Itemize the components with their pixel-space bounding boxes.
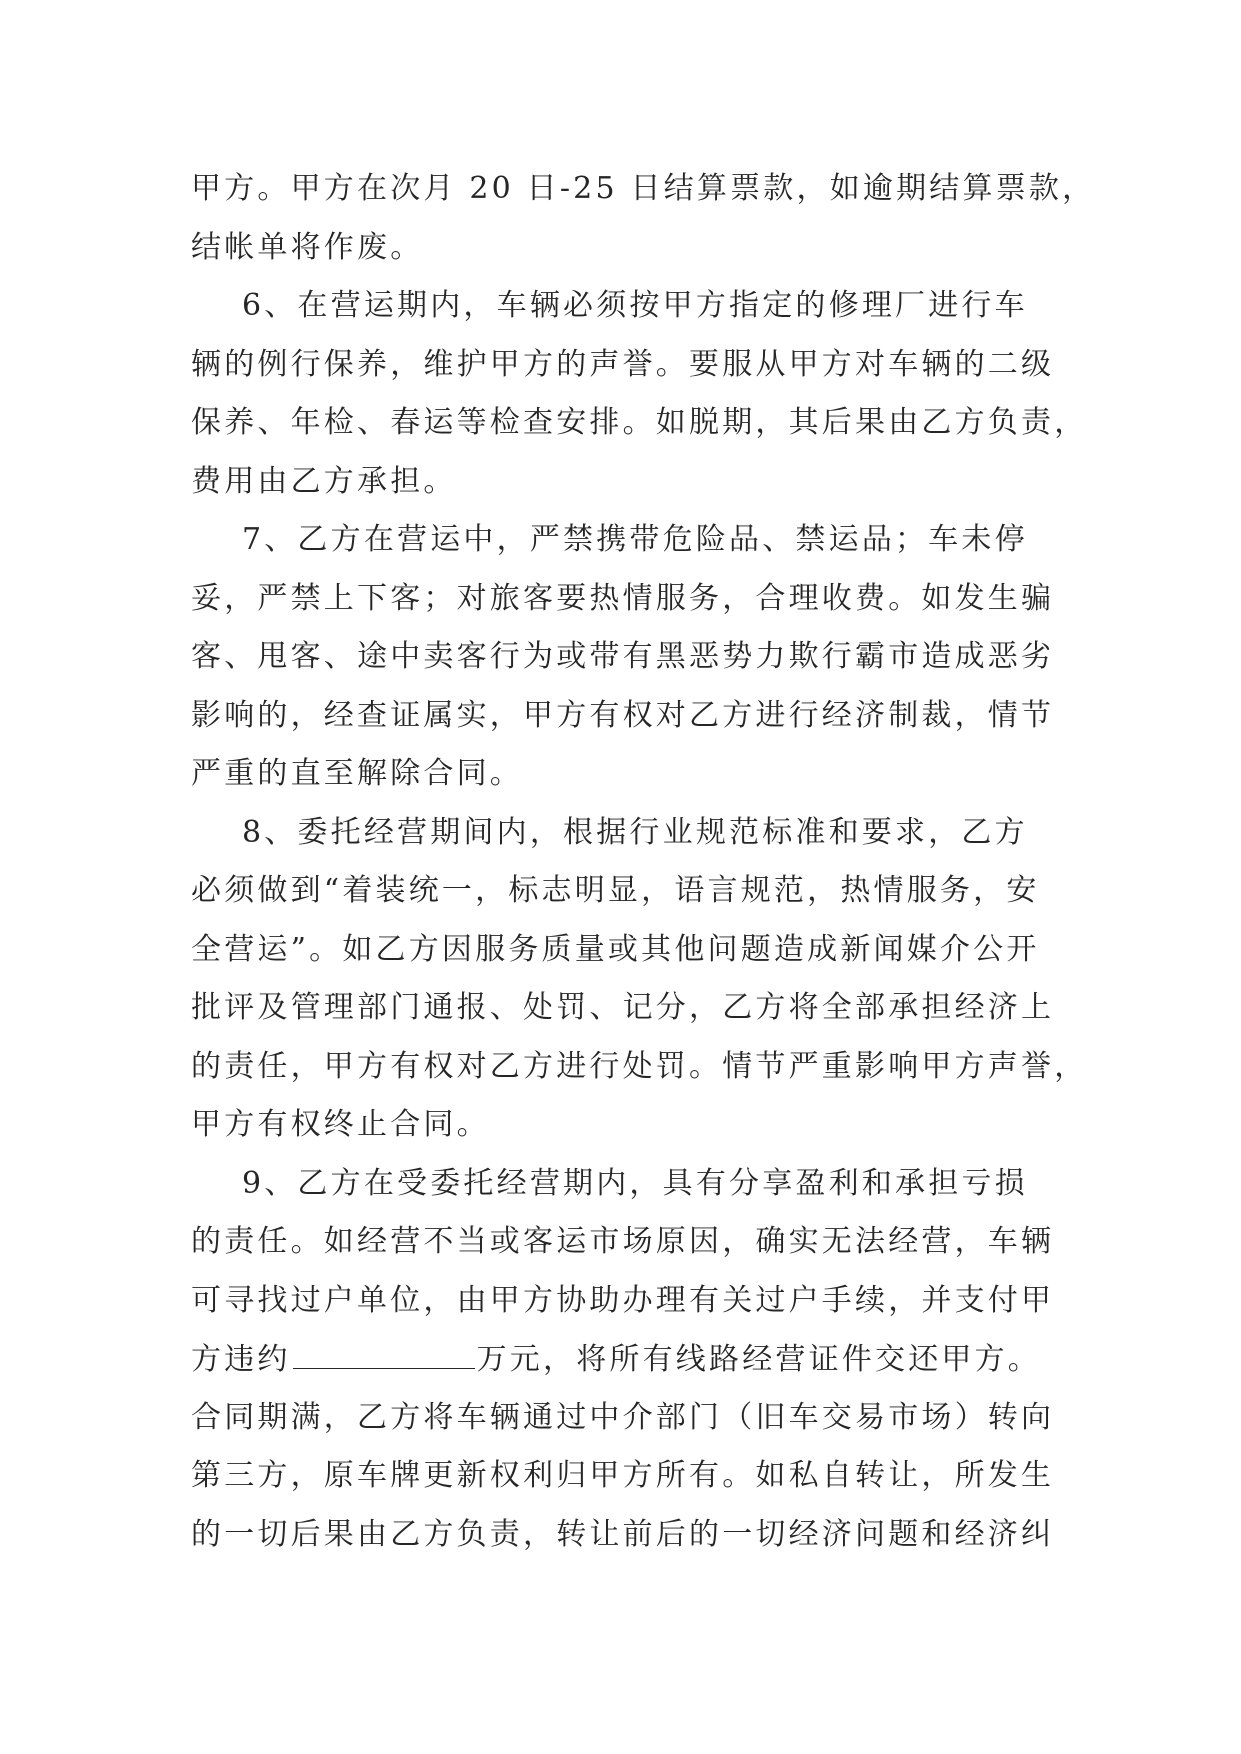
text-line: 客、甩客、途中卖客行为或带有黑恶势力欺行霸市造成恶劣 xyxy=(191,639,1055,674)
text-line: 合同期满，乙方将车辆通过中介部门（旧车交易市场）转向 xyxy=(191,1399,1055,1435)
text-line: 的一切后果由乙方负责，转让前后的一切经济问题和经济纠 xyxy=(191,1516,1055,1552)
text-line: 的责任，甲方有权对乙方进行处罚。情节严重影响甲方声誉， xyxy=(191,1048,1088,1084)
text-line: 甲方有权终止合同。 xyxy=(191,1107,490,1142)
text-line: 全营运”。如乙方因服务质量或其他问题造成新闻媒介公开 xyxy=(191,931,1040,967)
text-line: 必须做到“着装统一，标志明显，语言规范，热情服务，安 xyxy=(191,873,1040,908)
fill-in-blank xyxy=(293,1330,475,1369)
text-line: 8、委托经营期间内，根据行业规范标准和要求，乙方 xyxy=(191,814,1028,850)
text-line: 辆的例行保养，维护甲方的声誉。要服从甲方对车辆的二级 xyxy=(191,346,1055,382)
text-line: 批评及管理部门通报、处罚、记分，乙方将全部承担经济上 xyxy=(191,990,1055,1025)
text-line: 甲方。甲方在次月 20 日-25 日结算票款，如逾期结算票款， xyxy=(191,171,1096,206)
blank-line-suffix: 万元，将所有线路经营证件交还甲方。 xyxy=(476,1342,1042,1377)
text-line: 影响的，经查证属实，甲方有权对乙方进行经济制裁，情节 xyxy=(191,697,1055,733)
text-line: 妥，严禁上下客；对旅客要热情服务，合理收费。如发生骗 xyxy=(191,580,1055,616)
text-line: 保养、年检、春运等检查安排。如脱期，其后果由乙方负责， xyxy=(191,405,1088,440)
text-line: 严重的直至解除合同。 xyxy=(191,756,523,791)
document-body xyxy=(191,160,1096,1564)
text-line: 7、乙方在营运中，严禁携带危险品、禁运品；车未停 xyxy=(191,522,1028,557)
text-line: 结帐单将作废。 xyxy=(191,229,424,265)
text-line: 9、乙方在受委托经营期内，具有分享盈利和承担亏损 xyxy=(191,1165,1028,1201)
text-line-with-blank xyxy=(191,1330,1061,1389)
blank-line-prefix: 方违约 xyxy=(191,1342,291,1377)
text-line: 6、在营运期内，车辆必须按甲方指定的修理厂进行车 xyxy=(191,288,1028,323)
text-line: 费用由乙方承担。 xyxy=(191,463,457,499)
text-line: 可寻找过户单位，由甲方协助办理有关过户手续，并支付甲 xyxy=(191,1282,1055,1318)
text-line: 的责任。如经营不当或客运市场原因，确实无法经营，车辆 xyxy=(191,1224,1055,1259)
text-line: 第三方，原车牌更新权利归甲方所有。如私自转让，所发生 xyxy=(191,1458,1055,1493)
